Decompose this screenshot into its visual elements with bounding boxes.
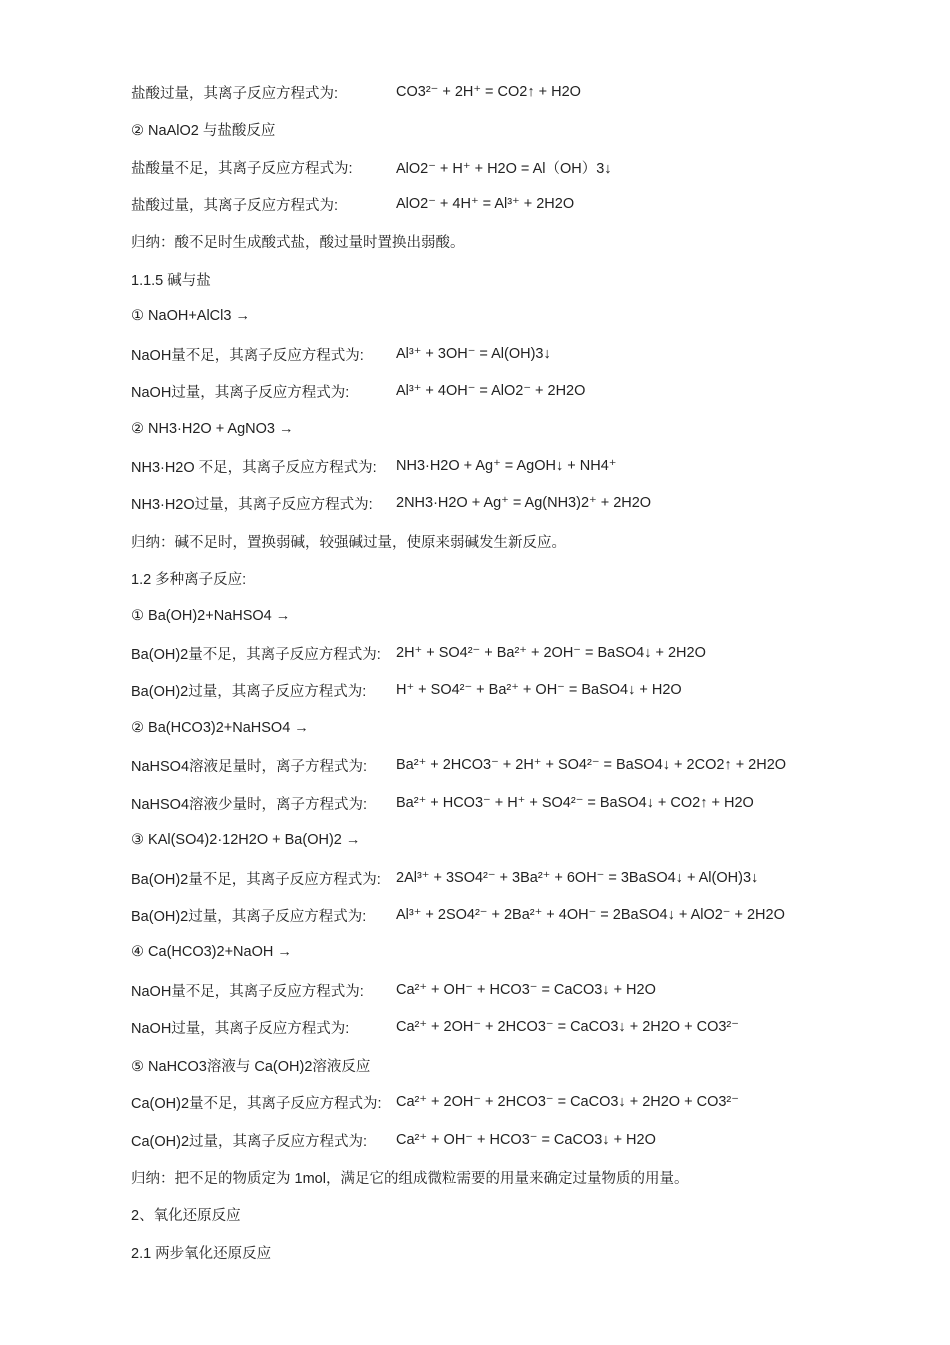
line-label: Ba(OH)2过量，其离子反应方程式为: (131, 683, 367, 700)
text-line (131, 116, 891, 142)
line-text: 1.1.5 碱与盐 (131, 272, 211, 289)
text-line (131, 303, 891, 329)
equation: Ca²⁺ + OH⁻ + HCO3⁻ = CaCO3↓ + H2O (396, 1132, 656, 1148)
line-text: 归纳：酸不足时生成酸式盐，酸过量时置换出弱酸。 (131, 234, 465, 251)
line-text: ① Ba(OH)2+NaHSO4 → (131, 608, 291, 624)
equation: 2H⁺ + SO4²⁻ + Ba²⁺ + 2OH⁻ = BaSO4↓ + 2H2O (396, 645, 706, 661)
summary-line (131, 528, 891, 554)
text-line (131, 902, 891, 928)
summary-line (131, 228, 891, 254)
equation: Al³⁺ + 3OH⁻ = Al(OH)3↓ (396, 346, 551, 362)
line-label: NH3·H2O 不足，其离子反应方程式为: (131, 459, 377, 476)
line-label: Ba(OH)2过量，其离子反应方程式为: (131, 908, 367, 925)
text-line (131, 1127, 891, 1153)
line-label: NaHSO4溶液少量时，离子方程式为: (131, 796, 368, 813)
line-text: 归纳：把不足的物质定为 1mol，满足它的组成微粒需要的用量来确定过量物质的用量。 (131, 1170, 689, 1187)
line-text: 归纳：碱不足时，置换弱碱，较强碱过量，使原来弱碱发生新反应。 (131, 534, 566, 551)
line-text: 2.1 两步氧化还原反应 (131, 1245, 272, 1262)
line-label: NaOH过量，其离子反应方程式为: (131, 1020, 350, 1037)
equation: H⁺ + SO4²⁻ + Ba²⁺ + OH⁻ = BaSO4↓ + H2O (396, 682, 682, 698)
text-line (131, 977, 891, 1003)
line-label: NaHSO4溶液足量时，离子方程式为: (131, 758, 368, 775)
text-line (131, 752, 891, 778)
equation: Ca²⁺ + OH⁻ + HCO3⁻ = CaCO3↓ + H2O (396, 982, 656, 998)
line-label: Ba(OH)2量不足，其离子反应方程式为: (131, 871, 381, 888)
line-text: ② NaAlO2 与盐酸反应 (131, 122, 276, 139)
text-line (131, 640, 891, 666)
line-text: ⑤ NaHCO3溶液与 Ca(OH)2溶液反应 (131, 1058, 371, 1075)
equation: CO3²⁻ + 2H⁺ = CO2↑ + H2O (396, 84, 581, 100)
text-line (131, 603, 891, 629)
text-line (131, 490, 891, 516)
equation: Al³⁺ + 4OH⁻ = AlO2⁻ + 2H2O (396, 383, 586, 399)
equation: 2Al³⁺ + 3SO4²⁻ + 3Ba²⁺ + 6OH⁻ = 3BaSO4↓ + Al(OH)3↓ (396, 870, 759, 886)
equation: NH3·H2O + Ag⁺ = AgOH↓ + NH4⁺ (396, 458, 617, 474)
line-text: 2、氧化还原反应 (131, 1207, 241, 1224)
equation: AlO2⁻ + 4H⁺ = Al³⁺ + 2H2O (396, 196, 575, 212)
line-text: ④ Ca(HCO3)2+NaOH → (131, 944, 292, 960)
line-text: ① NaOH+AlCl3 → (131, 308, 250, 324)
text-line (131, 453, 891, 479)
text-line (131, 416, 891, 442)
equation: Ba²⁺ + HCO3⁻ + H⁺ + SO4²⁻ = BaSO4↓ + CO2↑ + H2O (396, 795, 754, 811)
section-heading (131, 266, 891, 292)
text-line (131, 939, 891, 965)
line-text: ③ KAl(SO4)2·12H2O + Ba(OH)2 → (131, 832, 361, 848)
text-line (131, 865, 891, 891)
section-heading (131, 565, 891, 591)
section-heading (131, 1201, 891, 1227)
text-line (131, 715, 891, 741)
text-line (131, 341, 891, 367)
text-line (131, 677, 891, 703)
line-label: Ca(OH)2过量，其离子反应方程式为: (131, 1133, 368, 1150)
summary-line (131, 1164, 891, 1190)
line-label: NaOH过量，其离子反应方程式为: (131, 384, 350, 401)
line-label: 盐酸过量，其离子反应方程式为: (131, 85, 339, 102)
line-label: 盐酸过量，其离子反应方程式为: (131, 197, 339, 214)
equation: Ca²⁺ + 2OH⁻ + 2HCO3⁻ = CaCO3↓ + 2H2O + CO3²⁻ (396, 1019, 739, 1035)
line-text: ② Ba(HCO3)2+NaHSO4 → (131, 720, 309, 736)
text-line (131, 1014, 891, 1040)
section-heading (131, 1239, 891, 1265)
equation: Ca²⁺ + 2OH⁻ + 2HCO3⁻ = CaCO3↓ + 2H2O + CO3²⁻ (396, 1094, 739, 1110)
text-line (131, 378, 891, 404)
text-line (131, 1089, 891, 1115)
equation: 2NH3·H2O + Ag⁺ = Ag(NH3)2⁺ + 2H2O (396, 495, 652, 511)
equation: Ba²⁺ + 2HCO3⁻ + 2H⁺ + SO4²⁻ = BaSO4↓ + 2CO2↑ + 2H2O (396, 757, 787, 773)
line-label: 盐酸量不足，其离子反应方程式为: (131, 160, 353, 177)
text-line (131, 154, 891, 180)
line-label: NH3·H2O过量，其离子反应方程式为: (131, 496, 373, 513)
equation: Al³⁺ + 2SO4²⁻ + 2Ba²⁺ + 4OH⁻ = 2BaSO4↓ + AlO2⁻ + 2H2O (396, 907, 785, 923)
text-line (131, 827, 891, 853)
line-text: 1.2 多种离子反应: (131, 571, 247, 588)
line-text: ② NH3·H2O + AgNO3 → (131, 421, 294, 437)
line-label: NaOH量不足，其离子反应方程式为: (131, 983, 364, 1000)
text-line (131, 191, 891, 217)
line-label: Ba(OH)2量不足，其离子反应方程式为: (131, 646, 381, 663)
equation: AlO2⁻ + H⁺ + H2O = Al（OH）3↓ (396, 160, 612, 177)
line-label: Ca(OH)2量不足，其离子反应方程式为: (131, 1095, 382, 1112)
text-line (131, 790, 891, 816)
line-label: NaOH量不足，其离子反应方程式为: (131, 347, 364, 364)
text-line (131, 79, 891, 105)
text-line (131, 1052, 891, 1078)
